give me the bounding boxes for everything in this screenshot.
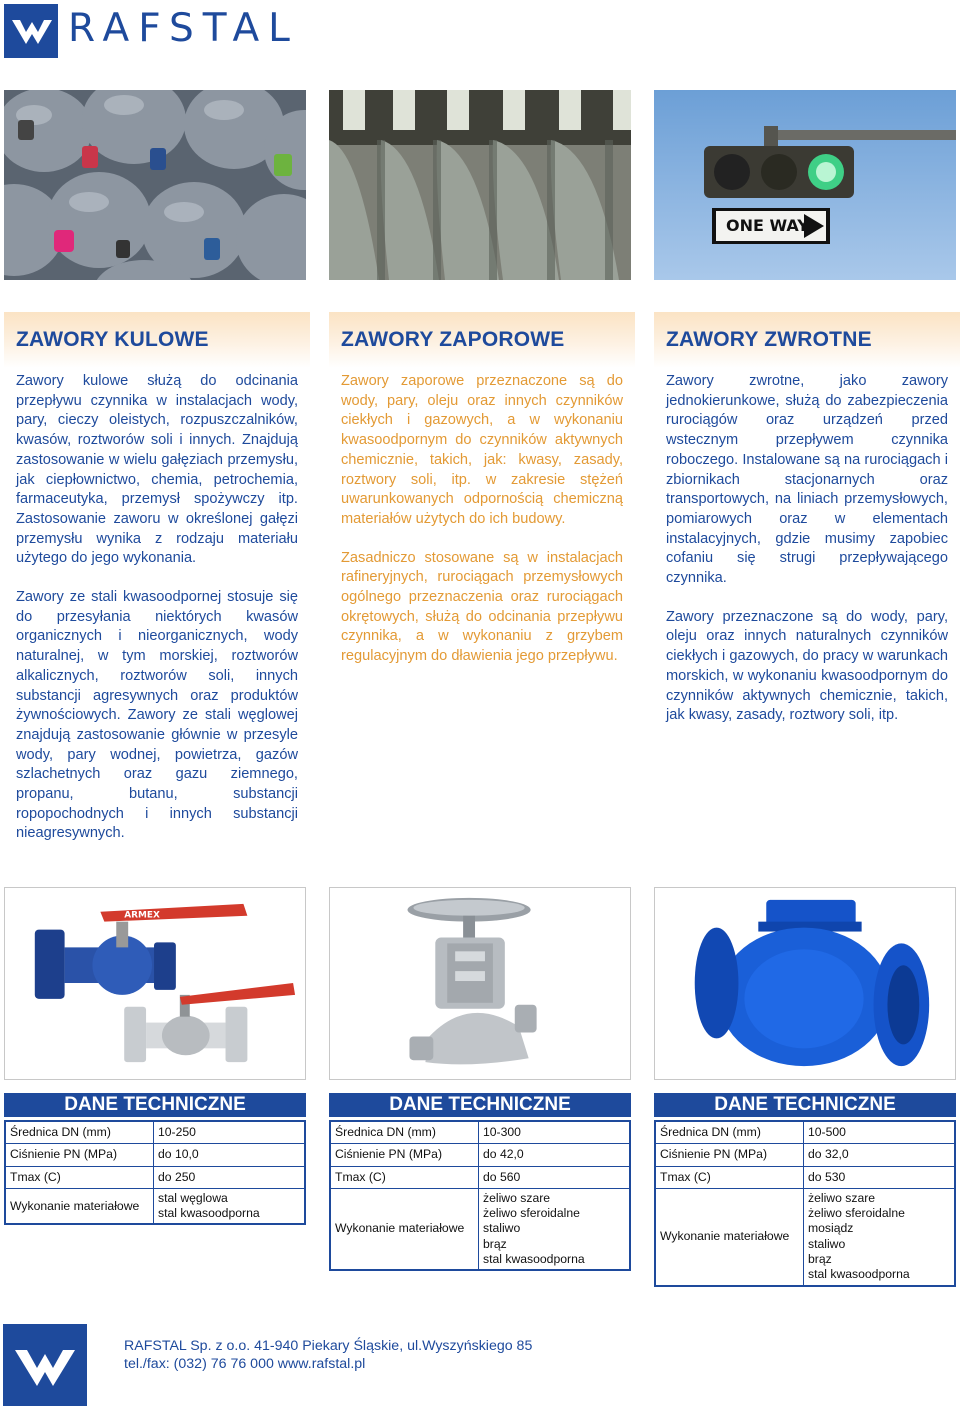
table-row [330,1121,630,1144]
tech-data-table-check [654,1093,956,1287]
section-paragraph: Zawory kulowe służą do odcinania przepływu czynnika w instalacjach wody, pary, cieczy oleistych, rozpuszczalników, kwasów, roztworów soli i innych. Znajdują zastosowanie w wielu gałęziach przemysłu, jak ciepłownictwo, chemia, petrochemia, farmaceutyka, przemysł spożywczy itp. Zastosowanie zaworu w określonej gałęzi przemysłu wynika z rodzaju materiału użytego do jego wykonania. [16,373,298,567]
spec-key: Ciśnienie PN (MPa) [330,1144,479,1166]
tech-data-table-ball [4,1093,306,1225]
footer-address: RAFSTAL Sp. z o.o. 41-940 Piekary Śląskie, ul.Wyszyńskiego 85 [124,1338,533,1354]
dam-spillway-photo [329,90,631,280]
spec-key: Wykonanie materiałowe [655,1188,804,1285]
spec-key: Wykonanie materiałowe [330,1188,479,1270]
material-item: mosiądz [808,1221,854,1236]
material-item: stal kwasoodporna [808,1267,910,1282]
ball-valves-section [4,312,310,863]
spec-value: do 32,0 [804,1144,956,1166]
material-item: stal węglowa [158,1190,228,1205]
one-way-sign-text: ONE WAY [726,216,809,235]
spec-key: Tmax (C) [5,1166,154,1188]
material-item: żeliwo szare [483,1190,551,1205]
material-item: staliwo [483,1221,521,1236]
tech-data-grid [654,1120,956,1287]
spec-key: Wykonanie materiałowe [5,1188,154,1224]
rafstal-emblem-icon [4,4,58,58]
section-title: ZAWORY ZAPOROWE [329,312,635,368]
table-row [5,1144,305,1166]
section-paragraph: Zawory zaporowe przeznaczone są do wody, pary, oleju oraz innych czynników ciekłych i gazowych, a w wykonaniu kwasoodpornym do czynników aktywnych chemicznie, takich, jak: kwasy, zasady, roztwory soli, itp. w zakresie stężeń uwarunkowanych odpornością chemiczną materiałów użytych do ich budowy. [341,373,623,527]
material-item: stal kwasoodporna [158,1206,260,1221]
material-item: żeliwo sferoidalne [483,1206,580,1221]
traffic-light-photo [654,90,956,280]
table-row [5,1166,305,1188]
spec-value: do 10,0 [154,1144,306,1166]
brand-logo-text: RAFSTAL [68,6,299,51]
spec-value [804,1188,956,1285]
material-item: brąz [808,1252,832,1267]
footer-phone-web[interactable]: tel./fax: (032) 76 76 000 www.rafstal.pl [124,1356,366,1372]
spec-key: Średnica DN (mm) [330,1121,479,1144]
table-row [330,1166,630,1188]
spec-value [479,1188,631,1270]
spec-value: 10-500 [804,1121,956,1144]
spec-key: Tmax (C) [330,1166,479,1188]
globe-valve-image [329,887,631,1080]
section-title: ZAWORY KULOWE [4,312,310,368]
tech-data-title: DANE TECHNICZNE [4,1093,306,1117]
tech-data-table-globe [329,1093,631,1271]
section-paragraph: Zawory ze stali kwasoodpornej stosuje się do przesyłania niektórych kwasów organicznych i nieorganicznych, wody naturalnej, w tym morskiej, roztworów alkalicznych, roztworów soli, innych substancji agresywnych oraz produktów żywnościowych. Zawory ze stali węglowej znajdują zastosowanie głównie w przesyle wody, pary wodnej, powietrza, gazów szlachetnych oraz gazu ziemnego, propanu, butanu, substancji ropopochodnych i innych substancji nieagresywnych. [16,589,298,842]
spec-key: Tmax (C) [655,1166,804,1188]
tech-data-title: DANE TECHNICZNE [329,1093,631,1117]
section-paragraph: Zawory zwrotne, jako zawory jednokierunkowe, służą do zabezpieczenia rurociągów oraz urządzeń przed wstecznym przepływem czynnika roboczego. Instalowane są na rurociągach i zbiornikach stacjonarnych oraz transportowych, na liniach przemysłowych, pomiarowych oraz w elementach instalacyjnych, gdzie musimy zapobiec cofaniu się strugi przepływającego czynnika. [666,373,948,587]
material-item: żeliwo sferoidalne [808,1206,905,1221]
tech-data-grid [329,1120,631,1271]
tech-data-title: DANE TECHNICZNE [654,1093,956,1117]
table-row [5,1188,305,1224]
table-row [330,1188,630,1270]
table-row [5,1121,305,1144]
spec-value: do 42,0 [479,1144,631,1166]
ball-valve-image [4,887,306,1080]
material-item: żeliwo szare [808,1190,876,1205]
spec-value: do 560 [479,1166,631,1188]
check-valve-image [654,887,956,1080]
section-paragraph: Zasadniczo stosowane są w instalacjach rafineryjnych, rurociągach przemysłowych ogólnego przeznaczenia oraz rurociągach okrętowych, służą do odcinania przepływu czynnika, a w wykonaniu z grzybem regulacyjnym do dławienia jego przepływu. [341,549,623,665]
spec-value [154,1188,306,1224]
table-row [655,1188,955,1285]
spec-key: Średnica DN (mm) [655,1121,804,1144]
table-row [330,1144,630,1166]
spec-value: do 530 [804,1166,956,1188]
spec-key: Średnica DN (mm) [5,1121,154,1144]
material-item: stal kwasoodporna [483,1252,585,1267]
section-title: ZAWORY ZWROTNE [654,312,960,368]
spec-key: Ciśnienie PN (MPa) [5,1144,154,1166]
section-paragraph: Zawory przeznaczone są do wody, pary, oleju oraz innych naturalnych czynników ciekłych i gazowych, do pracy w warunkach morskich, w wykonaniu kwasoodpornym do czynników aktywnych chemicznie, takich, jak kwasy, zasady, roztwory soli, itp. [666,608,948,724]
check-valves-section [654,312,960,745]
spec-value: do 250 [154,1166,306,1188]
table-row [655,1121,955,1144]
globe-valves-section [329,312,635,686]
tech-data-grid [4,1120,306,1225]
spec-key: Ciśnienie PN (MPa) [655,1144,804,1166]
material-item: staliwo [808,1236,846,1251]
rafstal-emblem-icon [3,1324,87,1406]
spec-value: 10-250 [154,1121,306,1144]
footer-contact [124,1337,532,1373]
spec-value: 10-300 [479,1121,631,1144]
gas-cylinders-photo [4,90,306,280]
valve-brand-label: ARMEX [124,910,160,921]
table-row [655,1166,955,1188]
material-item: brąz [483,1236,507,1251]
table-row [655,1144,955,1166]
